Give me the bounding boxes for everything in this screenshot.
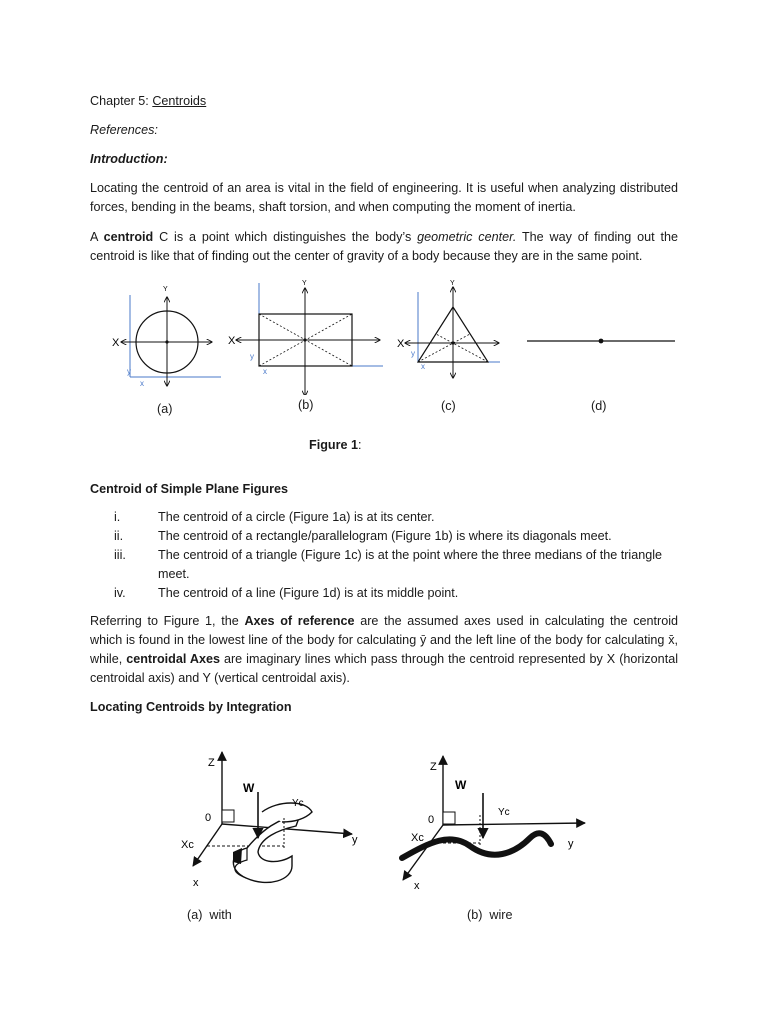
figure-1c-label: (c) [441,399,456,413]
weight-label: W [455,778,467,792]
intro-heading: Introduction: [90,152,168,166]
figure-2a-label: (a) with [187,908,232,922]
list-number: iv. [114,586,126,600]
list-number: iii. [114,548,126,562]
list-item [90,508,680,527]
figure-1-caption [309,438,362,452]
list-text: The centroid of a rectangle/parallelogram (Figure 1b) is where its diagonals meet. [158,529,612,543]
figure-1-caption-rest: : [358,438,362,452]
centroidal-axes-term: centroidal Axes [126,652,220,666]
centroid-text-1: A [90,230,104,244]
centroid-text-2: C is a point which distinguishes the body’s [153,230,418,244]
xc-label: Xc [411,832,424,844]
list-text: The centroid of a line (Figure 1d) is at its middle point. [158,586,459,600]
axis-label-x: X [228,335,236,347]
list-number: ii. [114,529,124,543]
chapter-name: Centroids [152,94,207,108]
intro-paragraph: Locating the centroid of an area is vital in the field of engineering. It is useful when analyzing distributed forces, bending in the beams, shaft torsion, and when computing the moment of inertia. [90,181,678,214]
figure-1b-rectangle [228,280,383,395]
list-text: The centroid of a triangle (Figure 1c) is at the point where the three medians of the triangle meet. [158,548,663,581]
figure-1a-label: (a) [157,402,173,416]
list-item [90,527,680,546]
axes-text-1: Referring to Figure 1, the [90,614,245,628]
figure-1d-label: (d) [591,399,607,413]
figure-2a-body [181,752,358,889]
ref-axis-label-y: y [411,349,415,358]
origin-label: 0 [205,812,212,824]
ref-axis-label-y: y [127,367,131,376]
figure-1a-circle [112,286,221,388]
ref-axis-label-x: x [140,379,144,388]
figure-1 [0,275,768,395]
weight-label: W [243,781,255,795]
ref-axis-label-y: y [250,352,254,361]
list-item [90,546,680,584]
figure-2b-wire [402,756,585,892]
x-axis-label: x [193,877,199,889]
z-axis-label: Z [208,757,215,769]
figure-1-caption-bold: Figure 1 [309,438,358,452]
axis-label-y: Y [302,280,307,287]
centroid-list [90,508,680,603]
centroid-paragraph [90,228,678,266]
figure-1b-label: (b) [298,398,314,412]
figure-2b-label: (b) wire [467,908,513,922]
figure-1c-triangle [397,280,500,378]
figure-2 [0,730,768,905]
axis-label-x: X [397,338,405,350]
geometric-center-term: geometric center. [417,230,517,244]
xc-label: Xc [181,839,194,851]
axis-label-y: Y [450,280,455,287]
centroid-text-3: The way of finding out the centroid is like that of finding out the center of gravity of a body because they are in the same point. [90,230,678,263]
integration-heading: Locating Centroids by Integration [90,700,292,714]
list-number: i. [114,510,121,524]
yc-label: Yc [498,807,510,818]
axes-paragraph [90,612,678,688]
list-text: The centroid of a circle (Figure 1a) is at its center. [158,510,435,524]
axes-text-2: are the assumed axes used in calculating the centroid which is found in the lowest line of the body for calculating ȳ and the left line of the body for calculating x̄, while, [90,614,679,666]
origin-label: 0 [428,814,435,826]
x-axis-label: x [414,880,420,892]
y-axis-label: y [568,838,574,850]
chapter-title [90,92,678,111]
centroid-term: centroid [103,230,154,244]
chapter-prefix: Chapter 5: [90,94,153,108]
axis-label-y: Y [163,286,168,293]
list-item [90,584,680,603]
simple-figures-heading: Centroid of Simple Plane Figures [90,482,289,496]
axis-label-x: X [112,337,120,349]
yc-label: Yc [292,798,304,809]
z-axis-label: Z [430,761,437,773]
references-label: References: [90,123,158,137]
y-axis-label: y [352,834,358,846]
ref-axis-label-x: x [263,367,267,376]
figure-1d-line [527,339,675,344]
axes-text-3: are imaginary lines which pass through the centroid represented by X (horizontal centroidal axis) and Y (vertical centroidal axis). [90,652,678,685]
axes-of-reference-term: Axes of reference [244,614,355,628]
ref-axis-label-x: x [421,362,425,371]
